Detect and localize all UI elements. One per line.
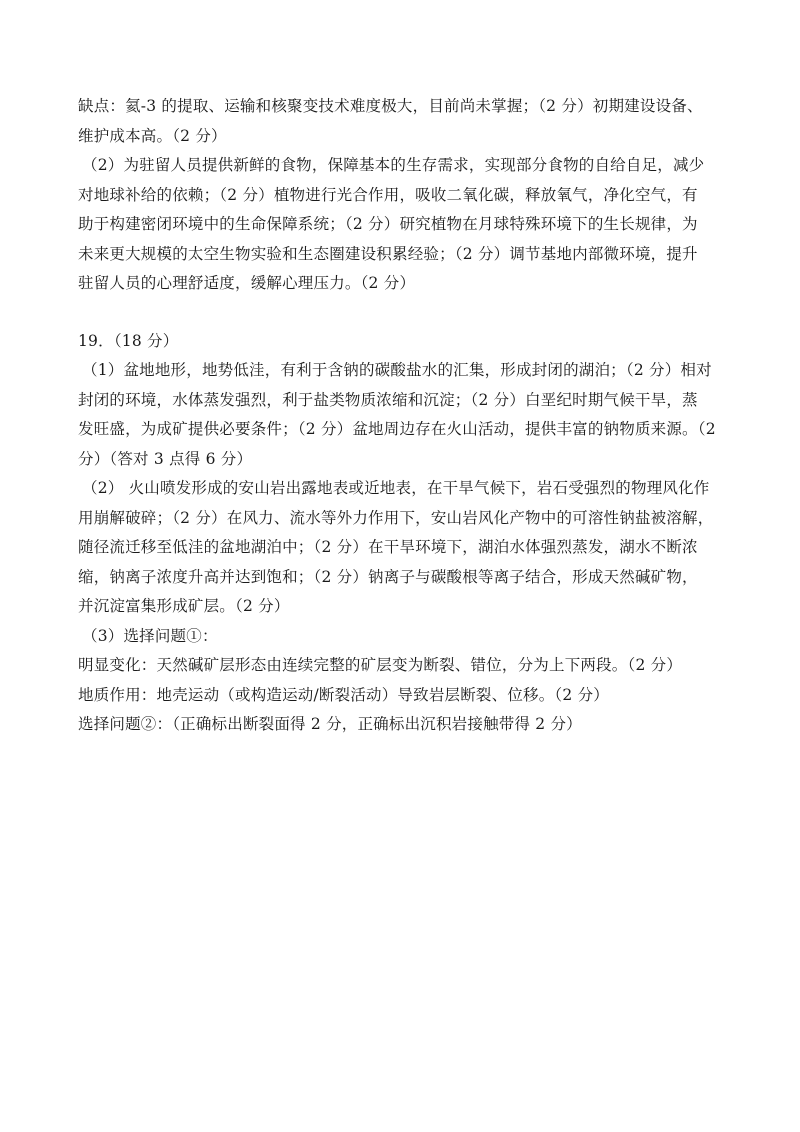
q19-part2-line-5: 并沉淀富集形成矿层。（2 分）: [78, 597, 290, 615]
disadvantage-line-1: 缺点：氦-3 的提取、运输和核聚变技术难度极大，目前尚未掌握；（2 分）初期建设设备、: [78, 97, 703, 115]
q18-part2-line-1: （2）为驻留人员提供新鲜的食物，保障基本的生存需求，实现部分食物的自给自足，减少: [82, 156, 705, 174]
q18-part2-line-4: 未来更大规模的太空生物实验和生态圈建设积累经验；（2 分）调节基地内部微环境，提升: [78, 244, 698, 263]
q19-part3-line-4: 选择问题②：（正确标出断裂面得 2 分，正确标出沉积岩接触带得 2 分）: [78, 715, 582, 733]
q19-part2-line-3: 随径流迁移至低洼的盆地湖泊中；（2 分）在干旱环境下，湖泊水体强烈蒸发，湖水不断浓: [78, 538, 698, 556]
q19-part1-line-1: （1）盆地地形，地势低洼，有利于含钠的碳酸盐水的汇集，形成封闭的湖泊；（2 分）相对: [82, 361, 712, 379]
q18-part2-line-5: 驻留人员的心理舒适度，缓解心理压力。（2 分）: [78, 274, 416, 292]
q19-part3-line-3: 地质作用：地壳运动（或构造运动/断裂活动）导致岩层断裂、位移。（2 分）: [78, 685, 609, 704]
q18-part2-line-3: 助于构建密闭环境中的生命保障系统；（2 分）研究植物在月球特殊环境下的生长规律，为: [78, 215, 698, 233]
q19-heading: 19．（18 分）: [78, 331, 179, 350]
q19-part1-line-3: 发旺盛，为成矿提供必要条件；（2 分）盆地周边存在火山活动，提供丰富的钠物质来源。（2: [78, 420, 716, 438]
q19-part2-line-4: 缩，钠离子浓度升高并达到饱和；（2 分）钠离子与碳酸根等离子结合，形成天然碱矿物，: [78, 567, 698, 586]
q19-part2-line-2: 用崩解破碎；（2 分）在风力、流水等外力作用下，安山岩风化产物中的可溶性钠盐被溶解，: [78, 508, 714, 527]
q18-part2-line-2: 对地球补给的依赖；（2 分）植物进行光合作用，吸收二氧化碳，释放氧气，净化空气，有: [78, 185, 698, 204]
disadvantage-line-2: 维护成本高。（2 分）: [78, 126, 227, 145]
q19-part2-line-1: （2） 火山喷发形成的安山岩出露地表或近地表，在干旱气候下，岩石受强烈的物理风化作: [82, 479, 710, 497]
q19-part1-line-2: 封闭的环境，水体蒸发强烈，利于盐类物质浓缩和沉淀；（2 分）白垩纪时期气候干旱，蒸: [78, 390, 698, 409]
section-gap: [78, 299, 728, 327]
q19-part1-line-4: 分）（答对 3 点得 6 分）: [78, 449, 253, 468]
q19-part3-line-2: 明显变化：天然碱矿层形态由连续完整的矿层变为断裂、错位，分为上下两段。（2 分）: [78, 656, 683, 674]
document-body: [78, 92, 728, 740]
q19-part3-line-1: （3）选择问题①：: [82, 626, 218, 645]
